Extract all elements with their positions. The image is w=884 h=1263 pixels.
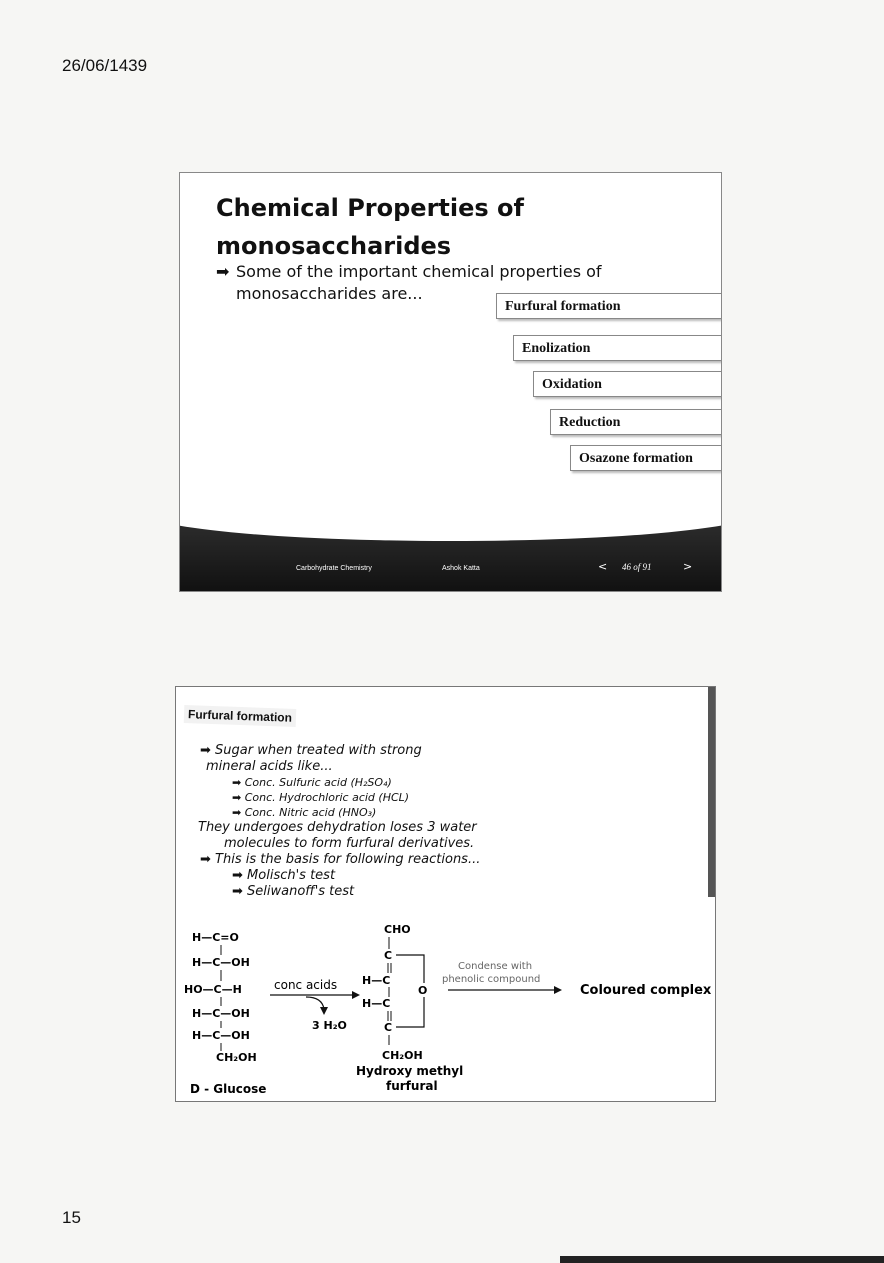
header-date: 26/06/1439 [62,56,148,75]
next-slide-icon[interactable]: > [683,560,693,573]
glucose-label: D - Glucose [190,1082,267,1096]
footer-curve [179,481,722,541]
product-label: Coloured complex [580,983,712,998]
acid-item-3: Conc. Nitric acid (HNO₃) [244,806,377,819]
glucose-row-1: H—C=O [192,931,239,944]
hmf-ch2oh: CH₂OH [382,1049,423,1062]
test-item-2: Seliwanoff's test [247,884,355,899]
body-line-2: mineral acids like... [206,759,333,774]
arrow-icon: ➡ [200,852,211,867]
body-line-5: This is the basis for following reactions... [215,852,481,867]
property-osazone-formation: Osazone formation [570,445,722,471]
property-enolization: Enolization [513,335,722,361]
title-line-1: Chemical Properties of [216,194,524,222]
arrow2-label-2: phenolic compound [442,974,541,985]
footer-author: Ashok Katta [442,565,480,572]
arrow-icon: ➡ [232,776,242,789]
slide-furfural-formation [175,686,716,1102]
hmf-label-1: Hydroxy methyl [356,1064,464,1078]
hmf-h2: H—C [362,997,391,1010]
body-line-1: Sugar when treated with strong [215,743,422,758]
acid-item-2: Conc. Hydrochloric acid (HCL) [244,791,410,804]
test-item-1: Molisch's test [247,868,336,883]
glucose-row-6: CH₂OH [216,1051,257,1064]
bullet-line-2: monosaccharides are... [236,284,423,303]
arrow1-label: conc acids [274,978,338,992]
slide2-title: Furfural formation [184,705,297,727]
property-reduction: Reduction [550,409,722,435]
slide2-body [200,743,700,900]
hmf-h1: H—C [362,974,391,987]
body-line-3: They undergoes dehydration loses 3 water [198,820,477,835]
acid-item-1: Conc. Sulfuric acid (H₂SO₄) [244,776,392,789]
slide-title [216,189,576,265]
hmf-cho: CHO [384,923,411,936]
glucose-row-4: H—C—OH [192,1007,250,1020]
arrow-icon: ➡ [200,743,211,758]
slide-chemical-properties [179,172,722,592]
property-furfural-formation: Furfural formation [496,293,722,319]
slide-position: 46 of 91 [622,562,652,572]
prev-slide-icon[interactable]: < [598,560,608,573]
arrow-icon: ➡ [232,791,242,804]
bullet-line-1: Some of the important chemical properties of [236,262,602,281]
body-line-4: molecules to form furfural derivatives. [224,836,475,851]
property-oxidation: Oxidation [533,371,722,397]
hmf-ring-oxygen: O [418,984,428,997]
scan-edge-shadow [560,1256,884,1263]
glucose-row-5: H—C—OH [192,1029,250,1042]
bullet-arrow-icon: ➡ [216,262,230,281]
title-line-2: monosaccharides [216,232,452,260]
arrow-icon: ➡ [232,868,243,883]
furfural-reaction-diagram [176,905,716,1102]
hmf-c2: C [384,1021,393,1034]
footer-course: Carbohydrate Chemistry [296,565,372,572]
water-label: 3 H₂O [312,1019,347,1032]
slide-footer [180,521,722,591]
hmf-label-2: furfural [386,1079,438,1093]
hmf-c1: C [384,949,393,962]
page-number: 15 [62,1208,81,1227]
arrow2-label-1: Condense with [458,961,533,972]
glucose-row-2: H—C—OH [192,956,250,969]
arrow-icon: ➡ [232,806,242,819]
arrow-icon: ➡ [232,884,243,899]
glucose-row-3: HO—C—H [184,983,242,996]
